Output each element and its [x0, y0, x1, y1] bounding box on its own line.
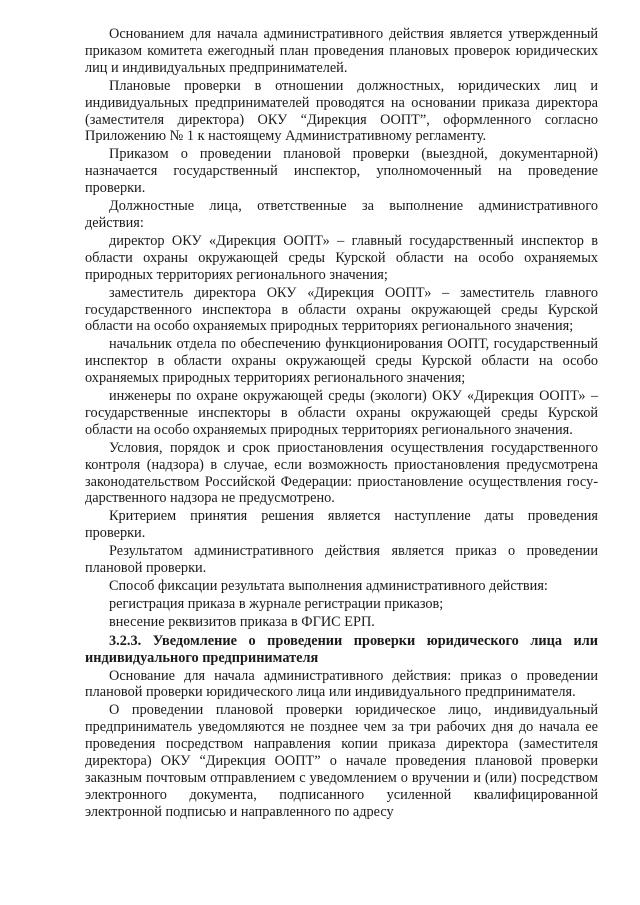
paragraph: инженеры по охране окружающей среды (экологи) ОКУ «Дирекция ООПТ» – государственные инспекторы в области охраны окружающей среды Курской области на особо охраняемых природных территориях регионального значения. [85, 388, 598, 438]
paragraph: Результатом административного действия является приказ о проведении плановой проверки. [85, 543, 598, 577]
paragraph: О проведении плановой проверки юридическое лицо, индивидуальный предприниматель уведомляются не позднее чем за три рабочих дня до начала ее проведения посредством направления копии приказа директора (заместителя директора) ОКУ “Дирекция ООПТ” о начале проведения плановой проверки заказным почтовым отправлением с уведомлением о вручении и (или) посредством электронного документа, подписанного усиленной квалифицированной электронной подписью и направленного по адресу [85, 702, 598, 820]
paragraph: Критерием принятия решения является наступление даты проведения проверки. [85, 508, 598, 542]
paragraph: внесение реквизитов приказа в ФГИС ЕРП. [109, 613, 375, 630]
section-heading: 3.2.3. Уведомление о проведении проверки юридического лица или индивидуального предпринимателя [85, 632, 598, 666]
paragraph: заместитель директора ОКУ «Дирекция ООПТ» – заместитель главного государственного инспектора в области охраны окружающей среды Курской области на особо охраняемых природных территориях регионального значения; [85, 284, 598, 335]
paragraph: Основанием для начала административного действия является утвержденный приказом комитета ежегодный план проведения плановых проверок юридических лиц и индивидуальных предпринимателей. [85, 26, 598, 76]
paragraph: регистрация приказа в журнале регистрации приказов; [109, 595, 444, 612]
paragraph: директор ОКУ «Дирекция ООПТ» – главный государственный инспектор в области охраны окружающей среды Курской области на особо охраняемых природных территориях регионального значения; [85, 232, 598, 283]
paragraph: Основание для начала административного действия: приказ о проведении плановой проверки юридического лица или индивидуального предпринимателя. [85, 667, 598, 701]
paragraph: начальник отдела по обеспечению функционирования ООПТ, государственный инспектор в области охраны окружающей среды Курской области на особо охраняемых природных территориях регионального значения; [85, 336, 598, 387]
paragraph: Способ фиксации результата выполнения административного действия: [109, 578, 548, 594]
paragraph: Плановые проверки в отношении должностных, юридических лиц и индивидуальных предпринимателей проводятся на основании приказа директора (заместителя директора) ОКУ “Дирекция ООПТ”, оформленного согласно Приложению № 1 к настоящему Административному регламенту. [85, 77, 598, 145]
paragraph: Приказом о проведении плановой проверки (выездной, документарной) назначается государственный инспектор, уполномоченный на проведение проверки. [85, 146, 598, 197]
paragraph: Должностные лица, ответственные за выполнение административного действия: [85, 198, 598, 231]
paragraph: Условия, порядок и срок приостановления осуществления государственного контроля (надзора) в случае, если возможность приостановления предусмотрена законодательством Российской Федерации: приостановление осуществления госу-дарственного надзора не предусмотрено. [85, 439, 598, 507]
